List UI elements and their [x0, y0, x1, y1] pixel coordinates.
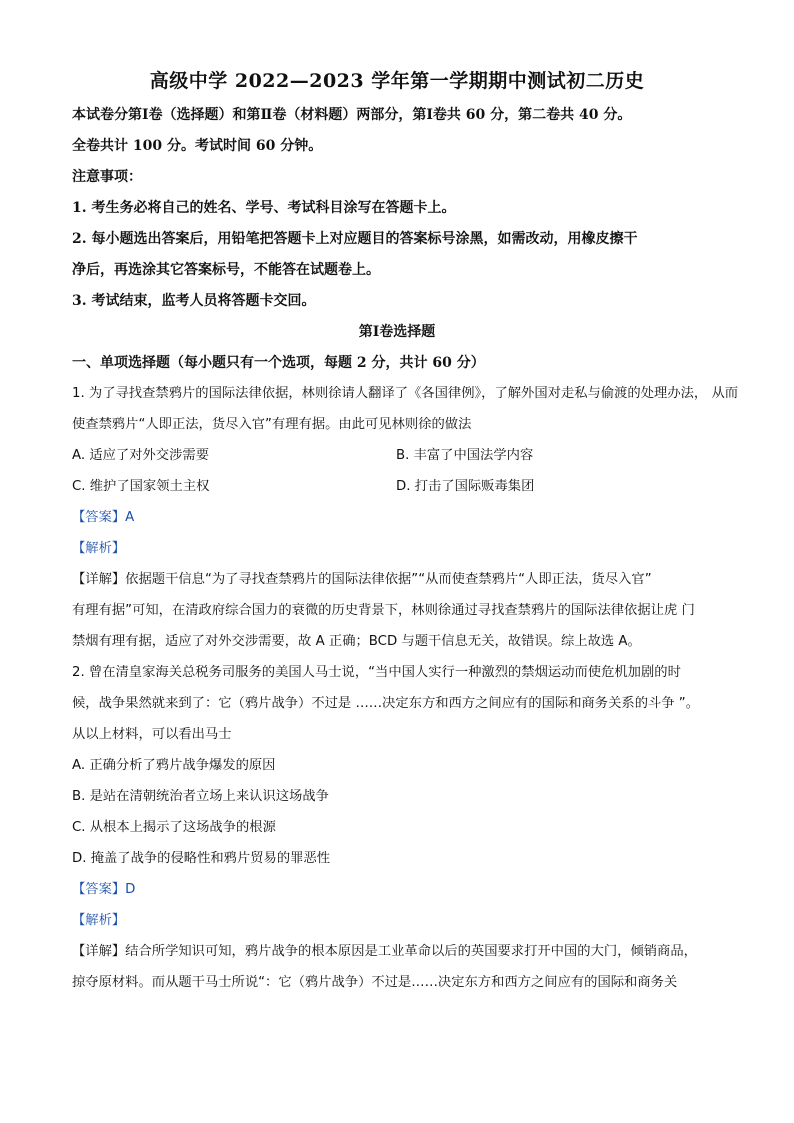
question-stem: 使查禁鸦片“人即正法，货尽入官”有理有据。由此可见林则徐的做法	[72, 417, 472, 432]
question-stem: 从以上材料，可以看出马士	[72, 727, 232, 742]
note-item: 2. 每小题选出答案后，用铅笔把答题卡上对应题目的答案标号涂黑，如需改动，用橡皮擦干	[72, 231, 638, 247]
option-b: B. 丰富了中国法学内容	[396, 448, 534, 463]
notes-heading: 注意事项：	[72, 169, 142, 185]
exam-page	[72, 66, 739, 1004]
option-c: C. 从根本上揭示了这场战争的根源	[72, 820, 276, 835]
option-row	[72, 446, 722, 466]
option-b: B. 是站在清朝统治者立场上来认识这场战争	[72, 789, 329, 804]
section-title: 第Ⅰ卷选择题	[358, 324, 436, 340]
analysis-tag: 【解析】	[72, 913, 126, 928]
intro-line: 全卷共计 100 分。考试时间 60 分钟。	[72, 138, 323, 154]
note-item: 3. 考试结束，监考人员将答题卡交回。	[72, 293, 316, 309]
answer-tag: 【答案】D	[72, 882, 136, 897]
question-stem: 2. 曾在清皇家海关总税务司服务的美国人马士说，“当中国人实行一种激烈的禁烟运动而使危机加剧的时	[72, 665, 681, 680]
option-a: A. 正确分析了鸦片战争爆发的原因	[72, 758, 276, 773]
page-title: 高级中学 2022—2023 学年第一学期期中测试初二历史	[149, 70, 645, 92]
option-c: C. 维护了国家领土主权	[72, 479, 210, 494]
note-item: 净后，再选涂其它答案标号，不能答在试题卷上。	[72, 262, 380, 278]
detail-line: 【详解】结合所学知识可知，鸦片战争的根本原因是工业革命以后的英国要求打开中国的大门，倾销商品，	[72, 944, 697, 959]
question-stem: 1. 为了寻找查禁鸦片的国际法律依据，林则徐请人翻译了《各国律例》，了解外国对走私与偷渡的处理办法， 从而	[72, 386, 739, 401]
option-d: D. 打击了国际贩毒集团	[396, 479, 535, 494]
part-heading: 一、单项选择题（每小题只有一个选项，每题 2 分，共计 60 分）	[72, 355, 485, 371]
detail-line: 有理有据”可知，在清政府综合国力的衰微的历史背景下，林则徐通过寻找查禁鸦片的国际法律依据让虎 门	[72, 603, 695, 618]
detail-line: 禁烟有理有据，适应了对外交涉需要，故 A 正确；BCD 与题干信息无关，故错误。综上故选 A。	[72, 634, 641, 649]
question-stem: 候，战争果然就来到了：它（鸦片战争）不过是 ……决定东方和西方之间应有的国际和商务关系的斗争 ”。	[72, 696, 699, 711]
analysis-tag: 【解析】	[72, 541, 126, 556]
option-a: A. 适应了对外交涉需要	[72, 448, 209, 463]
answer-tag: 【答案】A	[72, 510, 135, 525]
detail-line: 【详解】依据题干信息“为了寻找查禁鸦片的国际法律依据”“从而使查禁鸦片“人即正法，货尽入官”	[72, 572, 652, 587]
intro-line: 本试卷分第Ⅰ卷（选择题）和第Ⅱ卷（材料题）两部分，第Ⅰ卷共 60 分，第二卷共 40 分。	[72, 107, 632, 123]
note-item: 1. 考生务必将自己的姓名、学号、考试科目涂写在答题卡上。	[72, 200, 456, 216]
option-row	[72, 477, 722, 497]
detail-line: 掠夺原材料。而从题干马士所说“：它（鸦片战争）不过是……决定东方和西方之间应有的国际和商务关	[72, 975, 678, 990]
option-d: D. 掩盖了战争的侵略性和鸦片贸易的罪恶性	[72, 851, 331, 866]
